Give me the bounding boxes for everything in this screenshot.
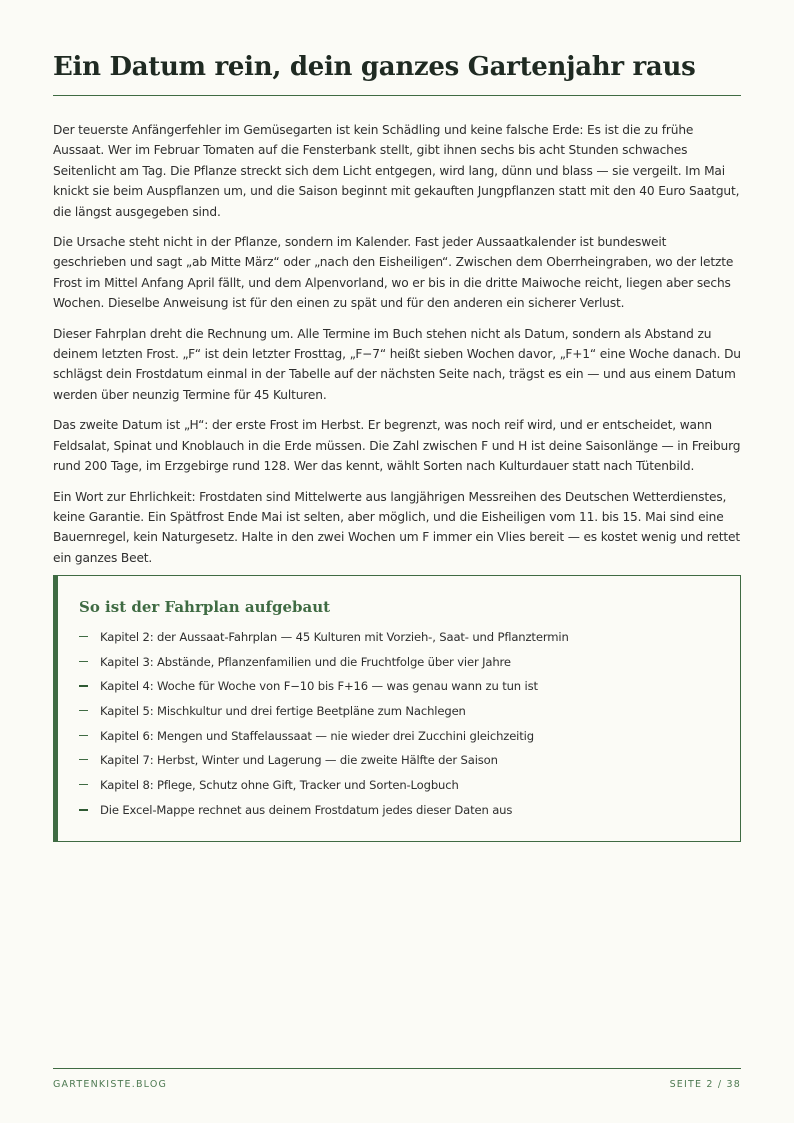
footer-site: GARTENKISTE.BLOG (53, 1079, 168, 1090)
list-item-text: Die Excel-Mappe rechnet aus deinem Frostdatum jedes dieser Daten aus (100, 802, 513, 817)
dash-icon (79, 661, 88, 662)
paragraph: Dieser Fahrplan dreht die Rechnung um. Alle Termine im Buch stehen nicht als Datum, sondern als Abstand zu deinem letzten Frost. „F“ ist dein letzter Frosttag, „F−7“ heißt sieben Wochen davor, „F+1“ eine Woche danach. Du schlägst dein Frostdatum einmal in der Tabelle auf der nächsten Seite nach, trägst es ein — und aus einem Datum werden über neunzig Termine für 45 Kulturen. (53, 326, 741, 402)
chapter-list (79, 628, 730, 826)
page-title: Ein Datum rein, dein ganzes Gartenjahr raus (53, 52, 696, 82)
footer-divider (53, 1068, 741, 1069)
dash-icon (79, 735, 88, 736)
dash-icon (79, 759, 88, 760)
page (53, 0, 741, 1123)
list-item (79, 727, 730, 752)
list-item-text: Kapitel 2: der Aussaat-Fahrplan — 45 Kulturen mit Vorzieh-, Saat- und Pflanztermin (100, 630, 569, 644)
list-item (79, 677, 730, 702)
list-item-text: Kapitel 4: Woche für Woche von F−10 bis F+16 — was genau wann zu tun ist (100, 679, 538, 694)
list-item (79, 776, 730, 801)
list-item (79, 801, 730, 826)
list-item (79, 702, 730, 727)
title-divider (53, 95, 741, 96)
paragraph: Das zweite Datum ist „H“: der erste Frost im Herbst. Er begrenzt, was noch reif wird, und er entscheidet, wann Feldsalat, Spinat und Knoblauch in die Erde müssen. Die Zahl zwischen F und H ist deine Saisonlänge — in Freiburg rund 200 Tage, im Erzgebirge rund 128. Wer das kennt, wählt Sorten nach Kulturdauer statt nach Tütenbild. (53, 418, 741, 474)
list-item-text: Kapitel 7: Herbst, Winter und Lagerung — die zweite Hälfte der Saison (100, 753, 498, 768)
list-item-text: Kapitel 8: Pflege, Schutz ohne Gift, Tracker und Sorten-Logbuch (100, 778, 459, 793)
overview-box-title: So ist der Fahrplan aufgebaut (79, 598, 331, 616)
paragraph: Die Ursache steht nicht in der Pflanze, sondern im Kalender. Fast jeder Aussaatkalender ist bundesweit geschrieben und sagt „ab Mitte März“ oder „nach den Eisheiligen“. Zwischen dem Oberrheingraben, wo der letzte Frost im Mittel Anfang April fällt, und dem Alpenvorland, wo er bis in die dritte Maiwoche reicht, liegen aber sechs Wochen. Dieselbe Anweisung ist für den einen zu spät und für den anderen ein sicherer Verlust. (53, 235, 734, 311)
overview-box (53, 575, 741, 842)
paragraph: Ein Wort zur Ehrlichkeit: Frostdaten sind Mittelwerte aus langjährigen Messreihen des Deutschen Wetterdienstes, keine Garantie. Ein Spätfrost Ende Mai ist selten, aber möglich, und die Eisheiligen vom 11. bis 15. Mai sind eine Bauernregel, kein Naturgesetz. Halte in den zwei Wochen um F immer ein Vlies bereit — es kostet wenig und rettet ein ganzes Beet. (53, 489, 740, 565)
body-text (53, 120, 741, 578)
paragraph: Der teuerste Anfängerfehler im Gemüsegarten ist kein Schädling und keine falsche Erde: Es ist die zu frühe Aussaat. Wer im Februar Tomaten auf die Fensterbank stellt, gibt ihnen sechs bis acht Stunden schwaches Seitenlicht am Tag. Die Pflanze streckt sich dem Licht entgegen, wird lang, dünn und blass — sie vergeilt. Im Mai knickt sie beim Auspflanzen um, und die Saison beginnt mit gekauften Jungpflanzen statt mit den 40 Euro Saatgut, die längst ausgegeben sind. (53, 123, 740, 219)
list-item-text: Kapitel 3: Abstände, Pflanzenfamilien und die Fruchtfolge über vier Jahre (100, 654, 511, 669)
list-item (79, 628, 730, 653)
dash-icon (79, 809, 88, 811)
page-number: SEITE 2 / 38 (669, 1079, 741, 1090)
list-item (79, 653, 730, 678)
dash-icon (79, 636, 88, 637)
list-item (79, 751, 730, 776)
dash-icon (79, 685, 88, 687)
list-item-text: Kapitel 5: Mischkultur und drei fertige Beetpläne zum Nachlegen (100, 704, 466, 719)
list-item-text: Kapitel 6: Mengen und Staffelaussaat — nie wieder drei Zucchini gleichzeitig (100, 728, 534, 743)
dash-icon (79, 784, 88, 785)
dash-icon (79, 710, 88, 711)
